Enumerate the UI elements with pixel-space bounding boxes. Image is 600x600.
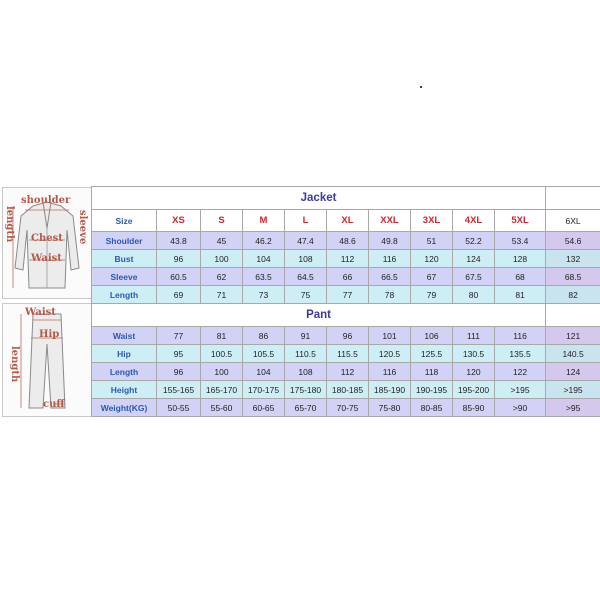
table-cell: 54.6 [546, 232, 600, 250]
size-chart-table [91, 186, 600, 417]
table-cell: 104 [243, 250, 285, 268]
table-cell: 132 [546, 250, 600, 268]
table-cell: 185-190 [369, 381, 411, 399]
table-row [92, 345, 600, 363]
table-cell: 52.2 [453, 232, 495, 250]
table-cell: 111 [453, 327, 495, 345]
table-cell: 96 [327, 327, 369, 345]
table-cell: 155-165 [157, 381, 201, 399]
row-label: Sleeve [92, 268, 157, 286]
size-header: 5XL [495, 210, 546, 232]
table-row [92, 399, 600, 417]
table-cell: 85-90 [453, 399, 495, 417]
table-cell: 67 [411, 268, 453, 286]
row-label: Weight(KG) [92, 399, 157, 417]
jacket-illustration [2, 187, 92, 299]
table-cell: 60.5 [157, 268, 201, 286]
table-cell: 64.5 [285, 268, 327, 286]
table-cell: 112 [327, 363, 369, 381]
size-header: 3XL [411, 210, 453, 232]
table-cell: 140.5 [546, 345, 600, 363]
table-cell: 75-80 [369, 399, 411, 417]
table-cell: 105.5 [243, 345, 285, 363]
table-cell: 81 [495, 286, 546, 304]
table-cell: 95 [157, 345, 201, 363]
table-row [92, 381, 600, 399]
size-header-row [92, 210, 600, 232]
table-cell: >90 [495, 399, 546, 417]
table-cell: 124 [546, 363, 600, 381]
table-row [92, 268, 600, 286]
size-header: XXL [369, 210, 411, 232]
row-label: Waist [92, 327, 157, 345]
table-cell: 175-180 [285, 381, 327, 399]
table-cell: 75 [285, 286, 327, 304]
stray-dot [420, 86, 422, 88]
row-label: Length [92, 363, 157, 381]
table-cell: 101 [369, 327, 411, 345]
table-cell: 70-75 [327, 399, 369, 417]
table-cell: 53.4 [495, 232, 546, 250]
table-cell: 68.5 [546, 268, 600, 286]
table-cell: 116 [369, 250, 411, 268]
table-cell: 100 [201, 363, 243, 381]
table-cell: 128 [495, 250, 546, 268]
table-cell: 100.5 [201, 345, 243, 363]
table-cell: 80-85 [411, 399, 453, 417]
table-cell: 165-170 [201, 381, 243, 399]
table-row [92, 363, 600, 381]
table-cell: 180-185 [327, 381, 369, 399]
row-label: Length [92, 286, 157, 304]
size-header: 6XL [546, 210, 600, 232]
size-header: 4XL [453, 210, 495, 232]
table-cell: 108 [285, 250, 327, 268]
table-cell: 120.5 [369, 345, 411, 363]
table-cell: 115.5 [327, 345, 369, 363]
table-cell: 108 [285, 363, 327, 381]
size-header: S [201, 210, 243, 232]
table-cell: 121 [546, 327, 600, 345]
pant-label-length: length [9, 346, 20, 383]
table-cell: 86 [243, 327, 285, 345]
jacket-title: Jacket [92, 187, 546, 210]
table-cell: 63.5 [243, 268, 285, 286]
table-cell: 77 [157, 327, 201, 345]
table-cell: 43.8 [157, 232, 201, 250]
table-cell: 77 [327, 286, 369, 304]
table-cell: 73 [243, 286, 285, 304]
table-cell: 120 [411, 250, 453, 268]
table-cell: 68 [495, 268, 546, 286]
table-cell: 45 [201, 232, 243, 250]
row-label: Height [92, 381, 157, 399]
table-cell: 66 [327, 268, 369, 286]
jacket-label-chest: Chest [31, 233, 63, 244]
pant-illustration [2, 303, 92, 417]
jacket-title-blank [546, 187, 600, 210]
jacket-measurements [92, 232, 600, 304]
table-cell: 81 [201, 327, 243, 345]
row-label: Shoulder [92, 232, 157, 250]
table-cell: 91 [285, 327, 327, 345]
table-cell: 67.5 [453, 268, 495, 286]
table-row [92, 250, 600, 268]
table-cell: 60-65 [243, 399, 285, 417]
size-header: M [243, 210, 285, 232]
pant-measurements [92, 327, 600, 417]
table-row [92, 286, 600, 304]
table-row [92, 232, 600, 250]
row-label: Bust [92, 250, 157, 268]
table-cell: 49.8 [369, 232, 411, 250]
table-row [92, 327, 600, 345]
size-header: XL [327, 210, 369, 232]
table-cell: 50-55 [157, 399, 201, 417]
size-header-label: Size [92, 210, 157, 232]
size-header: XS [157, 210, 201, 232]
jacket-label-sleeve: sleeve [77, 210, 88, 245]
jacket-label-shoulder: shoulder [21, 195, 71, 206]
jacket-label-length: length [4, 206, 15, 243]
size-header: L [285, 210, 327, 232]
table-cell: >95 [546, 399, 600, 417]
table-cell: 55-60 [201, 399, 243, 417]
pant-label-waist: Waist [25, 307, 56, 318]
pant-title: Pant [92, 304, 546, 327]
table-cell: 66.5 [369, 268, 411, 286]
table-cell: 195-200 [453, 381, 495, 399]
table-cell: >195 [546, 381, 600, 399]
table-cell: 96 [157, 363, 201, 381]
pant-label-cuff: cuff [43, 399, 65, 410]
table-cell: 106 [411, 327, 453, 345]
table-cell: 78 [369, 286, 411, 304]
table-cell: 80 [453, 286, 495, 304]
table-cell: 62 [201, 268, 243, 286]
table-cell: 47.4 [285, 232, 327, 250]
table-cell: 116 [369, 363, 411, 381]
table-cell: 51 [411, 232, 453, 250]
table-cell: 170-175 [243, 381, 285, 399]
table-cell: 125.5 [411, 345, 453, 363]
pant-label-hip: Hip [39, 329, 60, 340]
table-cell: 82 [546, 286, 600, 304]
table-cell: 118 [411, 363, 453, 381]
table-cell: 46.2 [243, 232, 285, 250]
table-cell: 130.5 [453, 345, 495, 363]
table-cell: 135.5 [495, 345, 546, 363]
table-cell: 48.6 [327, 232, 369, 250]
jacket-label-waist: Waist [31, 253, 62, 264]
table-cell: 112 [327, 250, 369, 268]
table-cell: >195 [495, 381, 546, 399]
pant-title-blank [546, 304, 600, 327]
table-cell: 116 [495, 327, 546, 345]
table-cell: 110.5 [285, 345, 327, 363]
table-cell: 122 [495, 363, 546, 381]
table-cell: 104 [243, 363, 285, 381]
table-cell: 69 [157, 286, 201, 304]
table-cell: 96 [157, 250, 201, 268]
table-cell: 100 [201, 250, 243, 268]
table-cell: 71 [201, 286, 243, 304]
table-cell: 190-195 [411, 381, 453, 399]
table-cell: 124 [453, 250, 495, 268]
table-cell: 79 [411, 286, 453, 304]
pant-title-row [92, 304, 600, 327]
row-label: Hip [92, 345, 157, 363]
table-cell: 120 [453, 363, 495, 381]
jacket-title-row [92, 187, 600, 210]
table-cell: 65-70 [285, 399, 327, 417]
